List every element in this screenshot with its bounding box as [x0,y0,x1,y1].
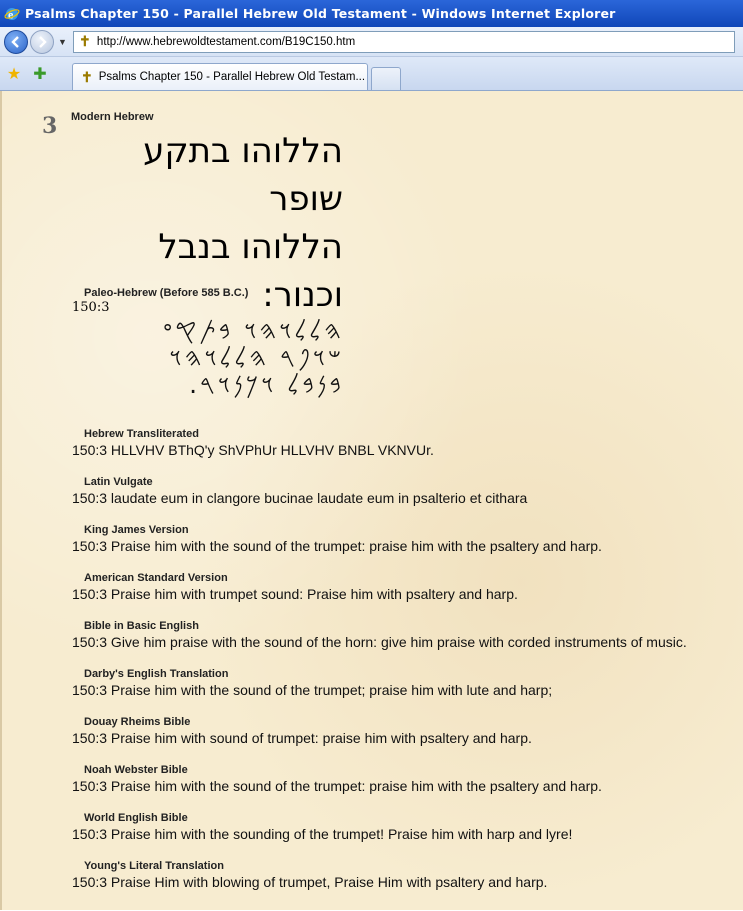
translation-name: Bible in Basic English [84,620,199,632]
translation-item [72,475,687,523]
paleo-hebrew-label: Paleo-Hebrew (Before 585 B.C.) [84,287,249,299]
translation-item [72,715,687,763]
cross-favicon-icon: ✝ [81,68,93,85]
translation-item [72,763,687,811]
verse-number: 3 [42,113,58,139]
window-title: Psalms Chapter 150 - Parallel Hebrew Old Testament - Windows Internet Explorer [25,6,616,21]
back-button[interactable] [4,30,28,54]
translation-text: 150:3 Praise him with the sound of the trumpet: praise him with the psaltery and harp. [72,538,602,554]
forward-button[interactable] [30,30,54,54]
translation-text: 150:3 Praise Him with blowing of trumpet, Praise Him with psaltery and harp. [72,874,548,890]
paleo-line: 𐤁𐤍𐤁𐤋 𐤅𐤊𐤍𐤅𐤓. [189,370,344,399]
add-favorites-icon[interactable]: ✚ [33,66,47,83]
translation-text: 150:3 Praise him with the sounding of the trumpet! Praise him with harp and lyre! [72,826,573,842]
translation-item [72,523,687,571]
translation-item [72,667,687,715]
hebrew-line: וכנור: [262,275,343,315]
translation-item [72,811,687,859]
address-bar[interactable] [73,31,735,53]
arrow-right-icon [35,35,49,49]
modern-hebrew-label: Modern Hebrew [71,111,154,123]
translation-name: King James Version [84,524,189,536]
translation-item [72,427,687,475]
translation-text: 150:3 laudate eum in clangore bucinae laudate eum in psalterio et cithara [72,490,528,506]
cross-favicon-icon: ✝ [79,33,91,49]
translation-name: Young's Literal Translation [84,860,224,872]
paleo-line: 𐤔𐤅𐤐𐤓 𐤄𐤋𐤋𐤅𐤄𐤅 [169,343,344,372]
internet-explorer-icon [4,6,20,22]
translation-name: Douay Rheims Bible [84,716,191,728]
translation-name: World English Bible [84,812,188,824]
tab-psalms-150[interactable] [72,63,368,90]
paleo-hebrew-reference: 150:3 [72,300,110,315]
favorites-star-icon[interactable]: ★ [6,66,22,83]
hebrew-line: הללוהו בנבל [158,227,343,267]
navigation-bar [0,27,743,57]
tab-bar [0,57,743,91]
translation-name: Hebrew Transliterated [84,428,199,440]
translation-text: 150:3 HLLVHV BThQ'y ShVPhUr HLLVHV BNBL VKNVUr. [72,442,434,458]
translation-name: Noah Webster Bible [84,764,188,776]
translation-text: 150:3 Praise him with sound of trumpet: praise him with psaltery and harp. [72,730,532,746]
translation-name: American Standard Version [84,572,228,584]
translation-item [72,619,687,667]
title-bar [0,0,743,27]
tab-label: Psalms Chapter 150 - Parallel Hebrew Old Testam... [98,71,366,83]
translation-text: 150:3 Praise him with trumpet sound: Praise him with psaltery and harp. [72,586,518,602]
translation-name: Latin Vulgate [84,476,153,488]
svg-text:e: e [8,7,14,21]
paleo-hebrew-text [72,317,344,398]
translation-name: Darby's English Translation [84,668,229,680]
paleo-line: 𐤄𐤋𐤋𐤅𐤄𐤅 𐤁𐤕𐤒𐤏 [163,316,344,345]
translation-text: 150:3 Give him praise with the sound of the horn: give him praise with corded instruments of music. [72,634,687,650]
address-url[interactable]: http://www.hebrewoldtestament.com/B19C150.htm [96,35,356,48]
translation-item [72,571,687,619]
history-dropdown-icon[interactable]: ▼ [58,36,67,47]
translations-list [72,427,687,907]
arrow-left-icon [9,35,23,49]
translation-text: 150:3 Praise him with the sound of the trumpet; praise him with lute and harp; [72,682,553,698]
translation-item [72,859,687,907]
page-content [0,91,743,910]
hebrew-line: הללוהו בתקע שופר [143,131,343,219]
new-tab-button[interactable] [371,67,401,90]
translation-text: 150:3 Praise him with the sound of the trumpet: praise him with the psaltery and harp. [72,778,602,794]
